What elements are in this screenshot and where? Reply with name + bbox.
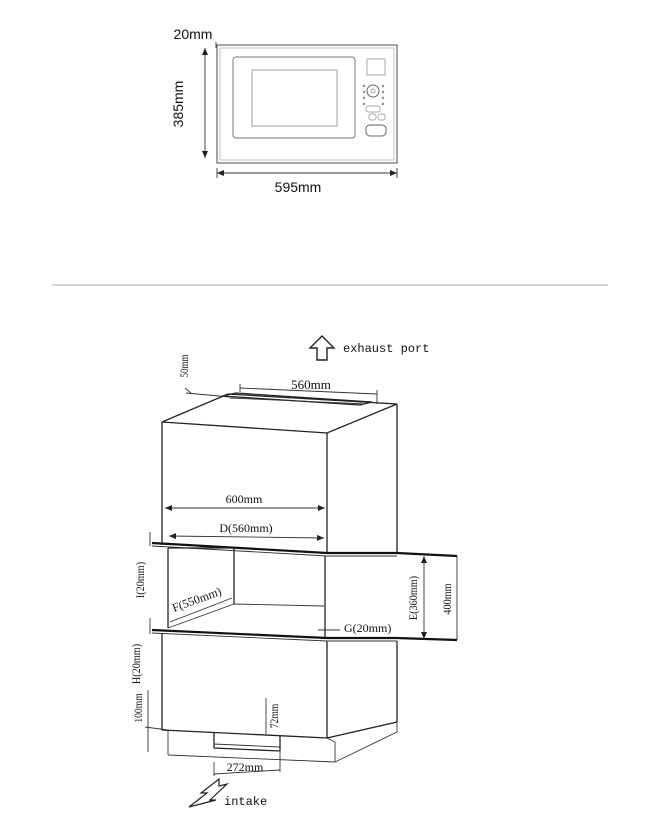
exhaust-arrow-icon bbox=[310, 336, 334, 360]
h-label: H(20mm) bbox=[130, 643, 144, 685]
g-label: G(20mm) bbox=[344, 621, 392, 635]
height-label: 385mm bbox=[170, 80, 186, 128]
base-72-label: 72mm bbox=[268, 703, 282, 729]
depth-label: 20mm bbox=[173, 26, 213, 42]
width-label: 595mm bbox=[274, 179, 322, 195]
intake-width-label: 272mm bbox=[226, 760, 264, 774]
d-label: D(560mm) bbox=[219, 521, 273, 535]
d-dimension-line bbox=[169, 536, 324, 538]
vent-top-label: 560mm bbox=[291, 377, 331, 392]
intake-label: intake bbox=[224, 795, 268, 809]
upper-shelf-line bbox=[152, 543, 457, 556]
top-gap-label: 50mm bbox=[178, 354, 192, 378]
opening-back-floor-line bbox=[234, 604, 324, 606]
height-400-label: 400mm bbox=[441, 583, 455, 615]
plinth-right bbox=[327, 738, 335, 762]
cabinet-width-label: 600mm bbox=[225, 492, 263, 506]
microwave-outer-frame bbox=[217, 45, 397, 163]
e-label: E(360mm) bbox=[407, 575, 421, 621]
i-label: I(20mm) bbox=[134, 561, 148, 599]
intake-arrow-icon bbox=[189, 779, 227, 807]
microwave-front-view bbox=[170, 26, 397, 195]
exhaust-label: exhaust port bbox=[343, 342, 430, 356]
base-100-label: 100mm bbox=[132, 693, 146, 723]
f-label: F(550mm) bbox=[170, 584, 224, 615]
cabinet-installation-diagram bbox=[130, 336, 457, 809]
